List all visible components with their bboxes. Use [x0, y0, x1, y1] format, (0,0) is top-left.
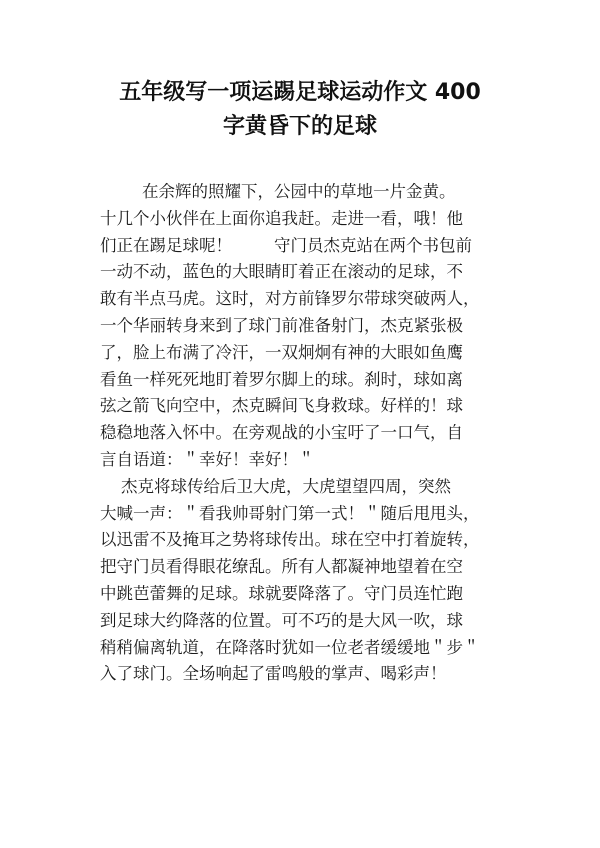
text-line: 到足球大约降落的位置。可不巧的是大风一吹，球	[100, 610, 463, 630]
document-title	[60, 76, 540, 144]
text-line: 看鱼一样死死地盯着罗尔脚上的球。刹时，球如离	[100, 369, 463, 389]
text-line: 了，脸上布满了冷汗，一双炯炯有神的大眼如鱼鹰	[100, 342, 463, 362]
text-line: 们正在踢足球呢！ 守门员杰克站在两个书包前	[100, 235, 472, 255]
text-line: 十几个小伙伴在上面你追我赶。走进一看，哦！他	[100, 208, 463, 228]
title-line: 字黄昏下的足球	[222, 114, 377, 139]
text-line: 杰克将球传给后卫大虎，大虎望望四周，突然	[100, 476, 451, 496]
text-line: 稳稳地落入怀中。在旁观战的小宝吁了一口气，自	[100, 423, 463, 443]
text-line: 弦之箭飞向空中，杰克瞬间飞身救球。好样的！球	[100, 396, 463, 416]
text-line: 言自语道：＂幸好！幸好！＂	[100, 449, 315, 469]
text-line: 大喊一声：＂看我帅哥射门第一式！＂随后甩甩头，	[100, 503, 480, 523]
title-line: 五年级写一项运踢足球运动作文 400	[119, 80, 481, 105]
text-line: 在余辉的照耀下，公园中的草地一片金黄。	[100, 182, 456, 201]
text-line: 一个华丽转身来到了球门前准备射门，杰克紧张极	[100, 315, 463, 335]
text-line: 敢有半点马虎。这时，对方前锋罗尔带球突破两人，	[100, 289, 480, 309]
text-line: 中跳芭蕾舞的足球。球就要降落了。守门员连忙跑	[100, 583, 463, 603]
essay-body	[100, 179, 520, 688]
text-line: 稍稍偏离轨道，在降落时犹如一位老者缓缓地＂步＂	[100, 637, 480, 657]
text-line: 一动不动，蓝色的大眼睛盯着正在滚动的足球，不	[100, 262, 463, 282]
text-line: 入了球门。全场响起了雷鸣般的掌声、喝彩声！	[100, 664, 447, 684]
text-line: 以迅雷不及掩耳之势将球传出。球在空中打着旋转，	[100, 530, 480, 550]
text-line: 把守门员看得眼花缭乱。所有人都凝神地望着在空	[100, 557, 463, 577]
